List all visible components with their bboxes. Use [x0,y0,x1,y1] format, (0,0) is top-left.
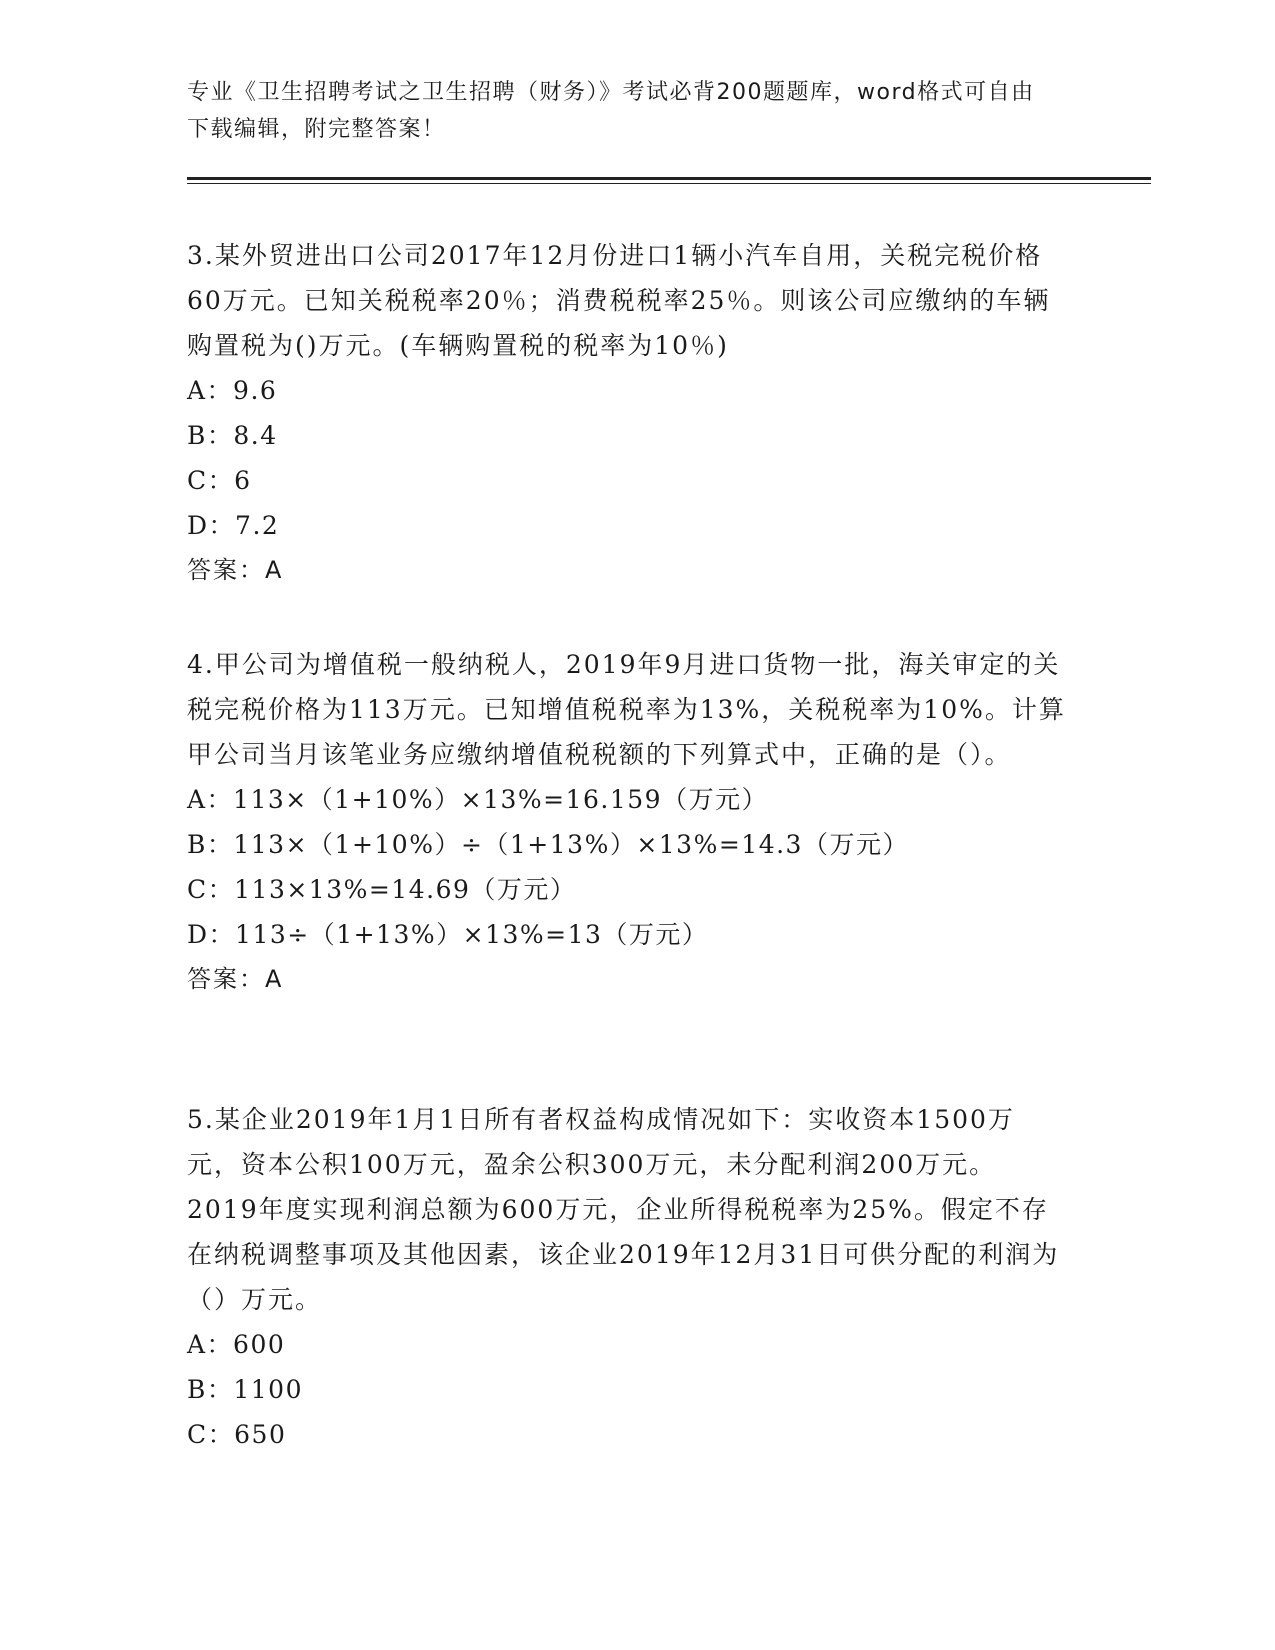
question-4 [187,642,1067,1002]
option-a: A：9.6 [187,376,278,405]
option-a: A：113×（1+10%）×13%=16.159（万元） [187,785,769,814]
question-text: 3.某外贸进出口公司2017年12月份进口1辆小汽车自用，关税完税价格60万元。已知关税税率20％；消费税税率25％。则该公司应缴纳的车辆购置税为()万元。(车辆购置税的税率为10％) [187,241,1051,360]
option-c: C：650 [187,1420,287,1449]
option-d: D：7.2 [187,511,280,540]
option-b: B：1100 [187,1375,303,1404]
question-5 [187,1097,1067,1457]
question-text: 4.甲公司为增值税一般纳税人，2019年9月进口货物一批，海关审定的关税完税价格为113万元。已知增值税税率为13%，关税税率为10%。计算甲公司当月该笔业务应缴纳增值税税额的下列算式中，正确的是（）。 [187,650,1066,769]
question-3 [187,233,1067,593]
answer: 答案：A [187,556,284,584]
option-b: B：8.4 [187,421,278,450]
option-d: D：113÷（1+13%）×13%=13（万元） [187,920,709,949]
answer: 答案：A [187,965,284,993]
header-divider-thick [187,177,1151,180]
header-divider-thin [187,183,1151,184]
option-b: B：113×（1+10%）÷（1+13%）×13%=14.3（万元） [187,830,909,859]
question-text: 5.某企业2019年1月1日所有者权益构成情况如下：实收资本1500万元，资本公积100万元，盈余公积300万元，未分配利润200万元。2019年度实现利润总额为600万元，企业所得税税率为25%。假定不存在纳税调整事项及其他因素，该企业2019年12月31日可供分配的利润为（）万元。 [187,1105,1060,1314]
option-c: C：6 [187,466,252,495]
option-c: C：113×13%=14.69（万元） [187,875,577,904]
option-a: A：600 [187,1330,286,1359]
document-header: 专业《卫生招聘考试之卫生招聘（财务）》考试必背200题题库，word格式可自由下载编辑，附完整答案！ [187,80,1035,142]
